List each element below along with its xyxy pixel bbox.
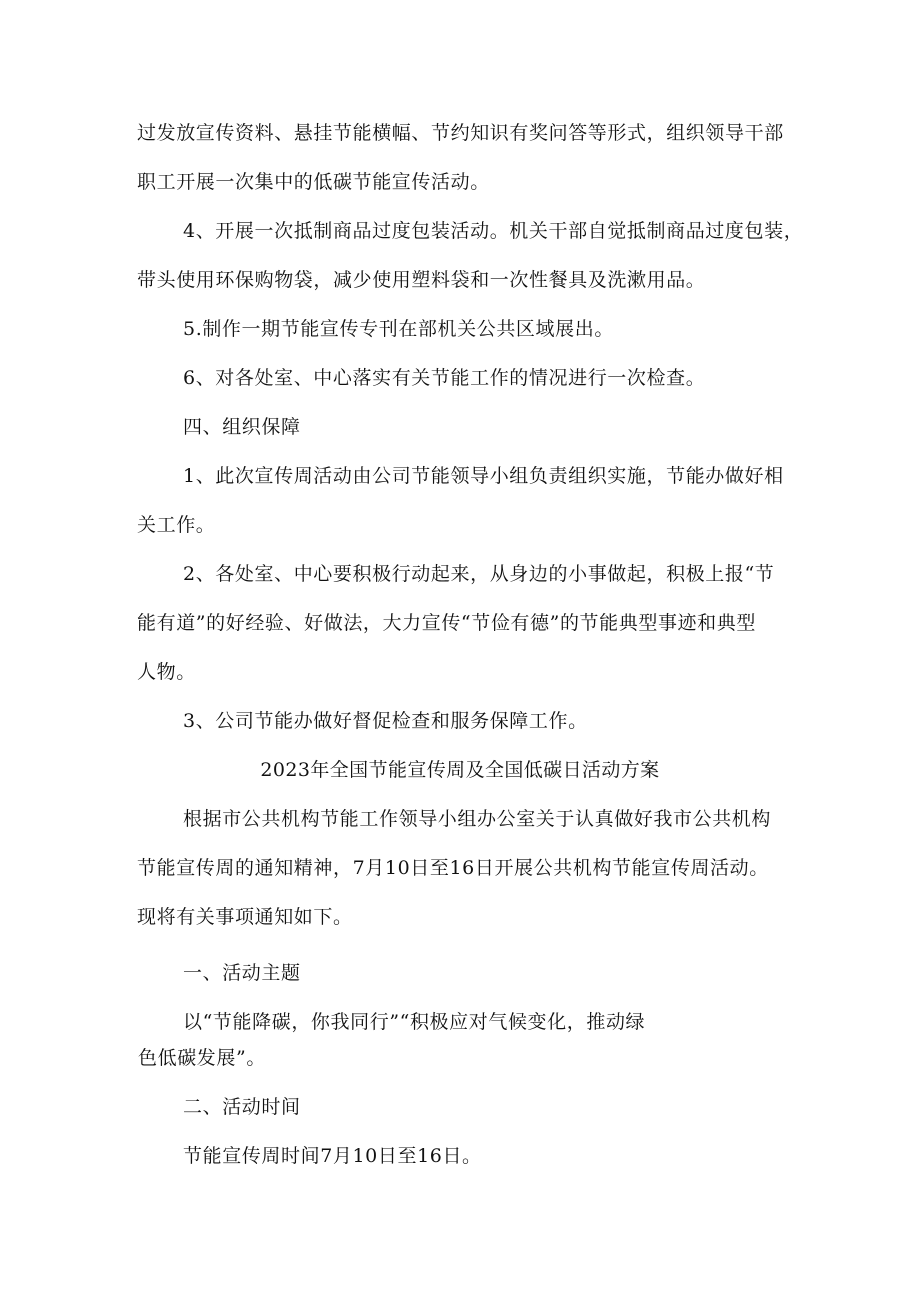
section-heading: 二、活动时间 <box>183 1096 301 1118</box>
paragraph-line: 6、对各处室、中心落实有关节能工作的情况进行一次检查。 <box>183 367 706 389</box>
paragraph-line: 根据市公共机构节能工作领导小组办公室关于认真做好我市公共机构 <box>183 808 772 830</box>
paragraph-line: 过发放宣传资料、悬挂节能横幅、节约知识有奖问答等形式，组织领导干部 <box>137 122 784 144</box>
paragraph-line: 3、公司节能办做好督促检查和服务保障工作。 <box>183 710 588 732</box>
paragraph-line: 现将有关事项通知如下。 <box>137 906 353 928</box>
paragraph-line: 节能宣传周的通知精神，7月10日至16日开展公共机构节能宣传周活动。 <box>137 857 769 879</box>
paragraph-line: 节能宣传周时间7月10日至16日。 <box>183 1145 482 1167</box>
paragraph-line: 5.制作一期节能宣传专刊在部机关公共区域展出。 <box>183 318 614 340</box>
paragraph-line: 关工作。 <box>137 514 216 536</box>
document-title: 2023年全国节能宣传周及全国低碳日活动方案 <box>260 759 660 781</box>
paragraph-line: 色低碳发展”。 <box>138 1047 266 1069</box>
paragraph-line: 1、此次宣传周活动由公司节能领导小组负责组织实施，节能办做好相 <box>183 465 784 487</box>
paragraph-line: 职工开展一次集中的低碳节能宣传活动。 <box>137 171 490 193</box>
paragraph-line: 人物。 <box>137 661 196 683</box>
paragraph-line: 2、各处室、中心要积极行动起来，从身边的小事做起，积极上报“节 <box>183 563 775 585</box>
paragraph-line: 能有道”的好经验、好做法，大力宣传“节俭有德”的节能典型事迹和典型 <box>137 612 756 634</box>
paragraph-line: 以“节能降碳，你我同行”“积极应对气候变化，推动绿 <box>183 1011 646 1033</box>
paragraph-line: 带头使用环保购物袋，减少使用塑料袋和一次性餐具及洗漱用品。 <box>137 269 706 291</box>
paragraph-line: 4、开展一次抵制商品过度包装活动。机关干部自觉抵制商品过度包装， <box>183 220 804 242</box>
section-heading: 四、组织保障 <box>183 416 301 438</box>
section-heading: 一、活动主题 <box>183 962 301 984</box>
